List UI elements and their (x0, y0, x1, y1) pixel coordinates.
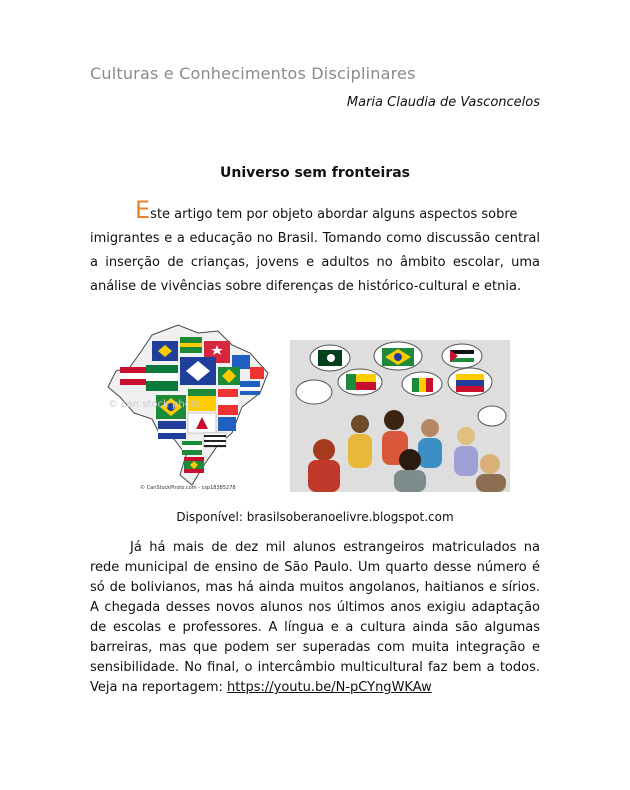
image-caption: Disponível: brasilsoberanoelivre.blogspot.com (176, 510, 454, 524)
intro-first-text: ste artigo tem por objeto abordar alguns aspectos sobre (150, 207, 518, 222)
svg-text:© can stock photo: © can stock photo (108, 399, 201, 410)
article-title: Universo sem fronteiras (219, 165, 411, 181)
document-header-title: Culturas e Conhecimentos Disciplinares (90, 64, 416, 83)
body-text: Já há mais de dez mil alunos estrangeiros matriculados na rede municipal de ensino de São Paulo. Um quarto desse número é só de bolivianos, mas há ainda muitos angolanos, haitianos e sírios. A chegada desses novos alunos nos últimos anos exigiu adaptação de escolas e professores. A língua e a cultura ainda são algumas barreiras, mas que podem ser superadas com muita integração e sensibilidade. No final, o intercâmbio multicultural faz bem a todos. Veja na reportagem: (90, 540, 540, 695)
map-credit: © CanStockPhoto.com - csp18385278 (140, 485, 236, 491)
body-paragraph (90, 538, 540, 698)
video-link[interactable]: https://youtu.be/N-pCYngWKAw (227, 680, 432, 695)
brazil-states-flags-map-image (100, 315, 278, 493)
drop-cap: E (135, 196, 151, 224)
author-name: Maria Claudia de Vasconcelos (346, 95, 540, 110)
multicultural-conversation-image (290, 340, 510, 492)
intro-paragraph (90, 198, 540, 299)
intro-rest-text: imigrantes e a educação no Brasil. Tomando como discussão central a inserção de crianças, jovens e adultos no âmbito escolar, uma análise de vivências sobre diferenças de histórico-cultural e etnia. (90, 231, 540, 294)
intro-first-line (90, 198, 540, 227)
